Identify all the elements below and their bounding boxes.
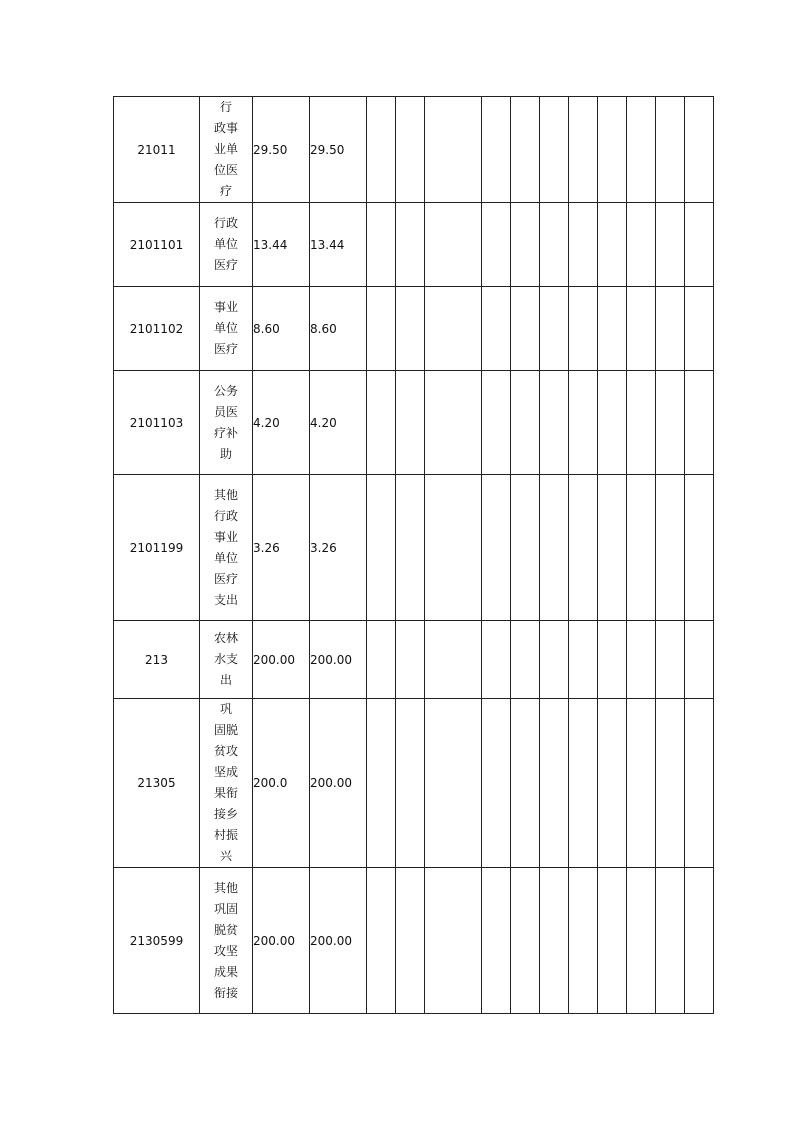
empty-cell xyxy=(569,475,598,621)
empty-cell xyxy=(425,203,482,287)
empty-cell xyxy=(482,371,511,475)
empty-cell xyxy=(396,97,425,203)
item-name-line: 单位 xyxy=(213,237,238,251)
empty-cell xyxy=(511,868,540,1014)
empty-cell xyxy=(627,97,656,203)
empty-cell xyxy=(396,621,425,699)
item-name-cell xyxy=(200,699,253,868)
empty-cell xyxy=(482,203,511,287)
amount-cell: 8.60 xyxy=(310,287,367,371)
item-name-line: 坚成 xyxy=(213,765,238,779)
item-name-line: 行 xyxy=(219,100,232,114)
empty-cell xyxy=(511,475,540,621)
item-name-line: 员医 xyxy=(213,404,238,419)
empty-cell xyxy=(425,287,482,371)
empty-cell xyxy=(598,97,627,203)
empty-cell xyxy=(685,868,714,1014)
total-amount-cell: 29.50 xyxy=(253,97,310,203)
empty-cell xyxy=(685,371,714,475)
total-amount-cell: 200.0 xyxy=(253,699,310,868)
item-name-line: 水支 xyxy=(213,652,238,666)
item-name-line: 村振 xyxy=(213,828,238,842)
empty-cell xyxy=(685,97,714,203)
item-name-line: 成果 xyxy=(213,964,238,979)
empty-cell xyxy=(396,203,425,287)
empty-cell xyxy=(656,699,685,868)
item-name-line: 巩 xyxy=(219,702,232,716)
item-code-cell: 21305 xyxy=(114,699,200,868)
empty-cell xyxy=(627,621,656,699)
empty-cell xyxy=(569,868,598,1014)
empty-cell xyxy=(685,621,714,699)
item-name-line: 业单 xyxy=(213,142,238,156)
table-row xyxy=(114,699,714,868)
empty-cell xyxy=(656,868,685,1014)
item-name-line: 事业 xyxy=(213,529,238,544)
table-body xyxy=(114,97,714,1014)
empty-cell xyxy=(656,287,685,371)
item-name-line: 巩固 xyxy=(213,901,238,916)
item-name-line: 支出 xyxy=(213,592,238,607)
empty-cell xyxy=(396,287,425,371)
empty-cell xyxy=(425,621,482,699)
item-code-cell: 2101103 xyxy=(114,371,200,475)
empty-cell xyxy=(569,97,598,203)
item-name-line: 农林 xyxy=(213,631,238,645)
empty-cell xyxy=(627,287,656,371)
table-row xyxy=(114,97,714,203)
empty-cell xyxy=(482,868,511,1014)
empty-cell xyxy=(511,621,540,699)
empty-cell xyxy=(569,371,598,475)
total-amount-cell: 3.26 xyxy=(253,475,310,621)
empty-cell xyxy=(425,475,482,621)
item-name-line: 兴 xyxy=(219,849,232,863)
empty-cell xyxy=(367,475,396,621)
empty-cell xyxy=(482,287,511,371)
empty-cell xyxy=(540,287,569,371)
empty-cell xyxy=(685,699,714,868)
table-row xyxy=(114,371,714,475)
empty-cell xyxy=(656,475,685,621)
empty-cell xyxy=(511,287,540,371)
item-name-line: 医疗 xyxy=(213,258,238,272)
empty-cell xyxy=(598,371,627,475)
amount-cell: 4.20 xyxy=(310,371,367,475)
amount-cell: 200.00 xyxy=(310,868,367,1014)
empty-cell xyxy=(656,621,685,699)
item-name-line: 单位 xyxy=(213,321,238,335)
empty-cell xyxy=(511,371,540,475)
empty-cell xyxy=(511,203,540,287)
item-name-line: 接乡 xyxy=(213,807,238,821)
item-code-cell: 2101199 xyxy=(114,475,200,621)
empty-cell xyxy=(367,371,396,475)
empty-cell xyxy=(482,621,511,699)
amount-cell: 200.00 xyxy=(310,621,367,699)
empty-cell xyxy=(656,203,685,287)
empty-cell xyxy=(540,475,569,621)
item-name-line: 衔接 xyxy=(213,985,238,1000)
item-name-line: 单位 xyxy=(213,550,238,565)
total-amount-cell: 13.44 xyxy=(253,203,310,287)
item-name-line: 行政 xyxy=(213,508,238,523)
empty-cell xyxy=(396,371,425,475)
item-name-cell xyxy=(200,868,253,1014)
item-name-line: 公务 xyxy=(213,383,238,398)
item-name-line: 疗补 xyxy=(213,425,238,440)
table-row xyxy=(114,621,714,699)
empty-cell xyxy=(569,203,598,287)
total-amount-cell: 4.20 xyxy=(253,371,310,475)
empty-cell xyxy=(598,621,627,699)
empty-cell xyxy=(482,475,511,621)
empty-cell xyxy=(540,868,569,1014)
item-name-line: 位医 xyxy=(213,163,238,177)
empty-cell xyxy=(425,97,482,203)
item-name-line: 疗 xyxy=(219,184,232,198)
empty-cell xyxy=(569,699,598,868)
empty-cell xyxy=(396,868,425,1014)
amount-cell: 13.44 xyxy=(310,203,367,287)
empty-cell xyxy=(367,287,396,371)
empty-cell xyxy=(367,203,396,287)
empty-cell xyxy=(627,371,656,475)
empty-cell xyxy=(540,699,569,868)
table-row xyxy=(114,287,714,371)
empty-cell xyxy=(367,621,396,699)
item-name-line: 行政 xyxy=(213,216,238,230)
item-name-cell xyxy=(200,203,253,287)
item-name-line: 医疗 xyxy=(213,571,238,586)
empty-cell xyxy=(540,621,569,699)
empty-cell xyxy=(482,97,511,203)
empty-cell xyxy=(656,97,685,203)
empty-cell xyxy=(627,475,656,621)
empty-cell xyxy=(598,868,627,1014)
item-name-line: 事业 xyxy=(213,300,238,314)
item-name-line: 其他 xyxy=(213,487,238,502)
empty-cell xyxy=(482,699,511,868)
item-name-line: 固脱 xyxy=(213,723,238,737)
item-name-line: 果衔 xyxy=(213,786,238,800)
empty-cell xyxy=(627,699,656,868)
empty-cell xyxy=(396,475,425,621)
empty-cell xyxy=(627,868,656,1014)
empty-cell xyxy=(656,371,685,475)
budget-table xyxy=(113,96,714,1014)
empty-cell xyxy=(367,868,396,1014)
total-amount-cell: 200.00 xyxy=(253,868,310,1014)
empty-cell xyxy=(540,97,569,203)
item-name-line: 攻坚 xyxy=(213,943,238,958)
item-code-cell: 213 xyxy=(114,621,200,699)
item-name-line: 医疗 xyxy=(213,342,238,356)
empty-cell xyxy=(540,203,569,287)
item-name-line: 贫攻 xyxy=(213,744,238,758)
empty-cell xyxy=(425,699,482,868)
item-code-cell: 2101102 xyxy=(114,287,200,371)
empty-cell xyxy=(627,203,656,287)
item-code-cell: 2101101 xyxy=(114,203,200,287)
item-code-cell: 2130599 xyxy=(114,868,200,1014)
item-name-cell xyxy=(200,371,253,475)
amount-cell: 29.50 xyxy=(310,97,367,203)
empty-cell xyxy=(569,621,598,699)
empty-cell xyxy=(540,371,569,475)
item-name-cell xyxy=(200,475,253,621)
empty-cell xyxy=(685,287,714,371)
item-name-line: 出 xyxy=(219,673,232,687)
empty-cell xyxy=(425,868,482,1014)
item-name-cell xyxy=(200,621,253,699)
empty-cell xyxy=(685,203,714,287)
empty-cell xyxy=(598,699,627,868)
table-row xyxy=(114,203,714,287)
empty-cell xyxy=(598,203,627,287)
empty-cell xyxy=(598,475,627,621)
amount-cell: 200.00 xyxy=(310,699,367,868)
empty-cell xyxy=(425,371,482,475)
total-amount-cell: 200.00 xyxy=(253,621,310,699)
total-amount-cell: 8.60 xyxy=(253,287,310,371)
item-code-cell: 21011 xyxy=(114,97,200,203)
empty-cell xyxy=(598,287,627,371)
empty-cell xyxy=(569,287,598,371)
item-name-cell xyxy=(200,97,253,203)
empty-cell xyxy=(367,97,396,203)
empty-cell xyxy=(685,475,714,621)
table-row xyxy=(114,475,714,621)
item-name-line: 其他 xyxy=(213,880,238,895)
empty-cell xyxy=(367,699,396,868)
item-name-line: 政事 xyxy=(213,121,238,135)
empty-cell xyxy=(396,699,425,868)
table-row xyxy=(114,868,714,1014)
amount-cell: 3.26 xyxy=(310,475,367,621)
item-name-line: 助 xyxy=(219,446,232,461)
empty-cell xyxy=(511,97,540,203)
item-name-cell xyxy=(200,287,253,371)
item-name-line: 脱贫 xyxy=(213,922,238,937)
empty-cell xyxy=(511,699,540,868)
